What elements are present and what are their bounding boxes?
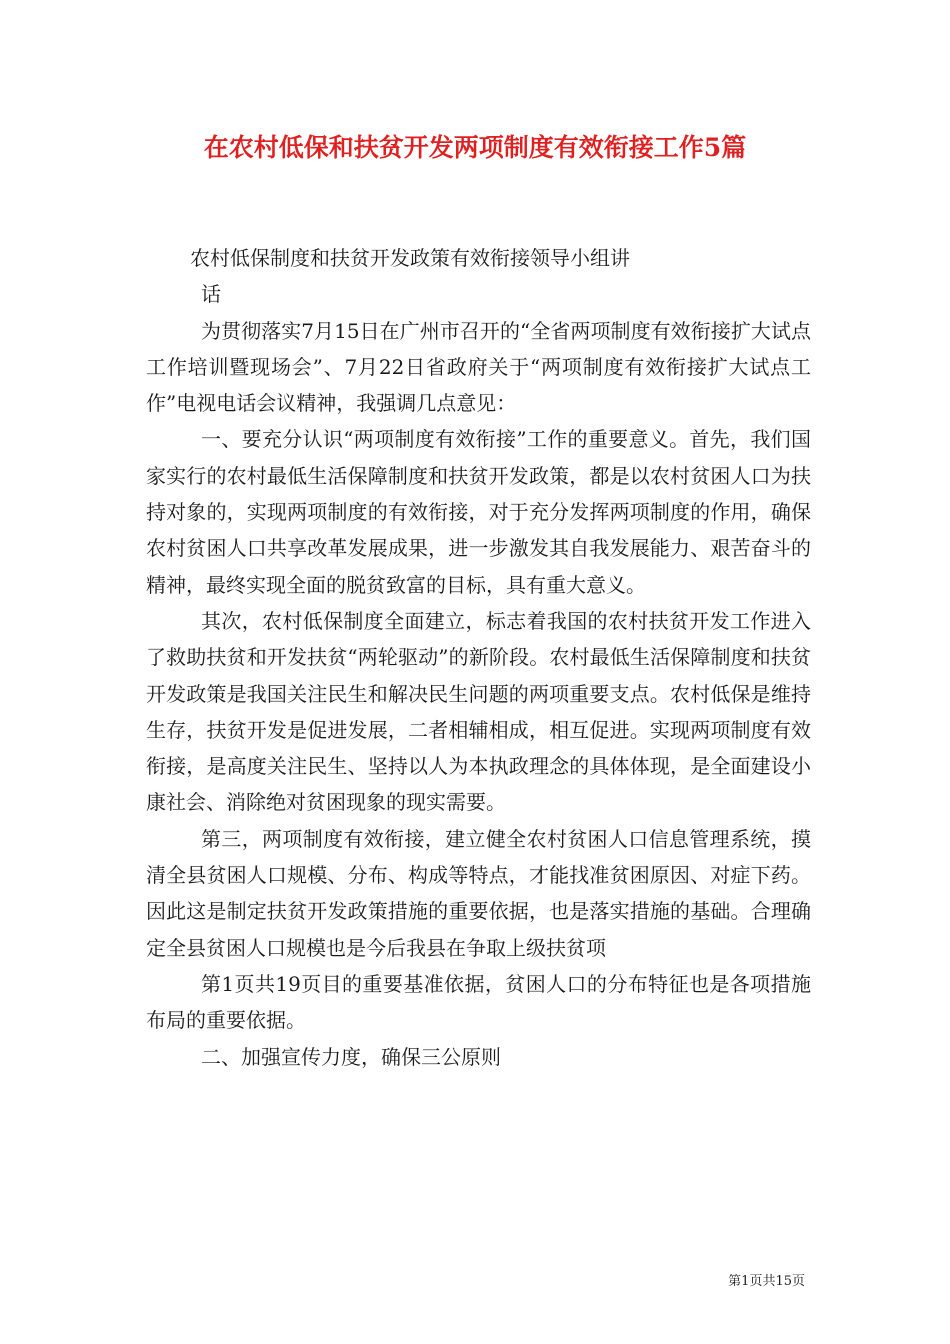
paragraph-section-one: 一、要充分认识“两项制度有效衔接”工作的重要意义。首先，我们国家实行的农村最低生活保障制度和扶贫开发政策，都是以农村贫困人口为扶持对象的，实现两项制度的有效衔接，对于充分发挥两项制度的作用，确保农村贫困人口共享改革发展成果，进一步激发其自我发展能力、艰苦奋斗的精神，最终实现全面的脱贫致富的目标，具有重大意义。 — [146, 427, 811, 597]
paragraph-second-point: 其次，农村低保制度全面建立，标志着我国的农村扶贫开发工作进入了救助扶贫和开发扶贫“两轮驱动”的新阶段。农村最低生活保障制度和扶贫开发政策是我国关注民生和解决民生问题的两项重要支点。农村低保是维持生存，扶贫开发是促进发展，二者相辅相成，相互促进。实现两项制度有效衔接，是高度关注民生、坚持以人为本执政理念的具体体现，是全面建设小康社会、消除绝对贫困现象的现实需要。 — [146, 608, 811, 815]
paragraph-intro: 为贯彻落实7月15日在广州市召开的“全省两项制度有效衔接扩大试点工作培训暨现场会”、7月22日省政府关于“两项制度有效衔接扩大试点工作”电视电话会议精神，我强调几点意见： — [146, 318, 811, 416]
speech-heading-line1: 农村低保制度和扶贫开发政策有效衔接领导小组讲 — [190, 246, 630, 270]
paragraph-continuation: 第1页共19页目的重要基准依据，贫困人口的分布特征也是各项措施布局的重要依据。 — [146, 971, 811, 1033]
speech-heading-line2: 话 — [201, 282, 221, 307]
page-number-footer: 第1页共15页 — [728, 1274, 805, 1289]
document-title: 在农村低保和扶贫开发两项制度有效衔接工作5篇 — [203, 133, 747, 162]
paragraph-section-two: 二、加强宣传力度，确保三公原则 — [201, 1044, 501, 1069]
paragraph-third-point: 第三，两项制度有效衔接，建立健全农村贫困人口信息管理系统，摸清全县贫困人口规模、分布、构成等特点，才能找准贫困原因、对症下药。因此这是制定扶贫开发政策措施的重要依据，也是落实措施的基础。合理确定全县贫困人口规模也是今后我县在争取上级扶贫项 — [146, 826, 811, 960]
document-body — [146, 240, 811, 1075]
